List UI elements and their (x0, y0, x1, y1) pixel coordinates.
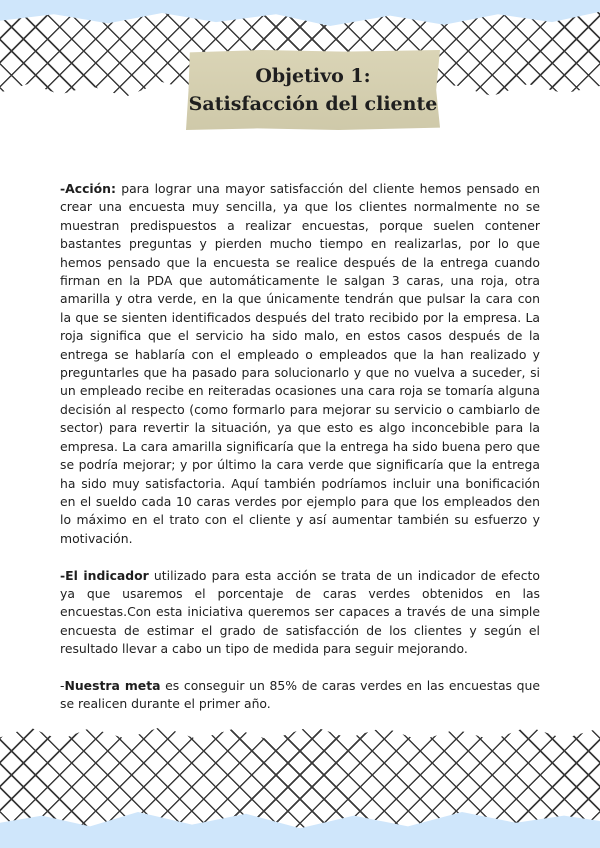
body-content (60, 180, 540, 732)
paragraph-accion-lead: -Acción: (60, 181, 116, 196)
title-line-1: Objetivo 1: (255, 65, 371, 87)
title-line-2: Satisfacción del cliente (188, 93, 438, 115)
paragraph-meta-text: es conseguir un 85% de caras verdes en las encuestas que se realicen durante el primer año. (60, 677, 540, 712)
paragraph-indicador-lead: -El indicador (60, 567, 149, 583)
paragraph-meta (60, 677, 540, 714)
paragraph-meta-prefix: - (60, 677, 65, 693)
paragraph-meta-lead: Nuestra meta (64, 677, 161, 693)
paragraph-accion (60, 180, 540, 548)
paragraph-indicador-text: utilizado para esta acción se trata de un indicador de efecto ya que usaremos el porcentaje de caras verdes obtenidos en las encuestas.Con esta iniciativa queremos ser capaces a través de una simple encuesta de estimar el grado de satisfacción de los clientes y según el resultado llevar a cabo un tipo de medida para seguir mejorando. (60, 567, 541, 657)
paragraph-indicador (60, 567, 540, 659)
page-title (186, 62, 440, 118)
paragraph-accion-text: para lograr una mayor satisfacción del cliente hemos pensado en crear una encuesta muy sencilla, ya que los clientes normalmente no se muestran predispuestos a realizar encuestas, porque suelen contener bastantes preguntas y pierden mucho tiempo en realizarlas, por lo que hemos pensado que la encuesta se realice después de la entrega cuando firman en la PDA que automáticamente le salgan 3 caras, una roja, otra amarilla y otra verde, en la que únicamente tendrán que pulsar la cara con la que se sienten identificados después del trato recibido por la empresa. La roja significa que el servicio ha sido malo, en estos casos después de la entrega se hablaría con el empleado o empleados que la han realizado y preguntarles que ha pasado para solucionarlo y que no vuelva a suceder, si un empleado recibe en reiteradas ocasiones una cara roja se tomaría alguna decisión al respecto (como formarlo para mejorar su servicio o cambiarlo de sector) para revertir la situación, ya que esto es algo inconcebible para la empresa. La cara amarilla significaría que la entrega ha sido buena pero que se podría mejorar; y por último la cara verde que significaría que la entrega ha sido muy satisfactoria. Aquí también podríamos incluir una bonificación en el sueldo cada 10 caras verdes por ejemplo para que los empleados den lo máximo en el trato con el cliente y así aumentar también su esfuerzo y motivación. (60, 181, 540, 546)
